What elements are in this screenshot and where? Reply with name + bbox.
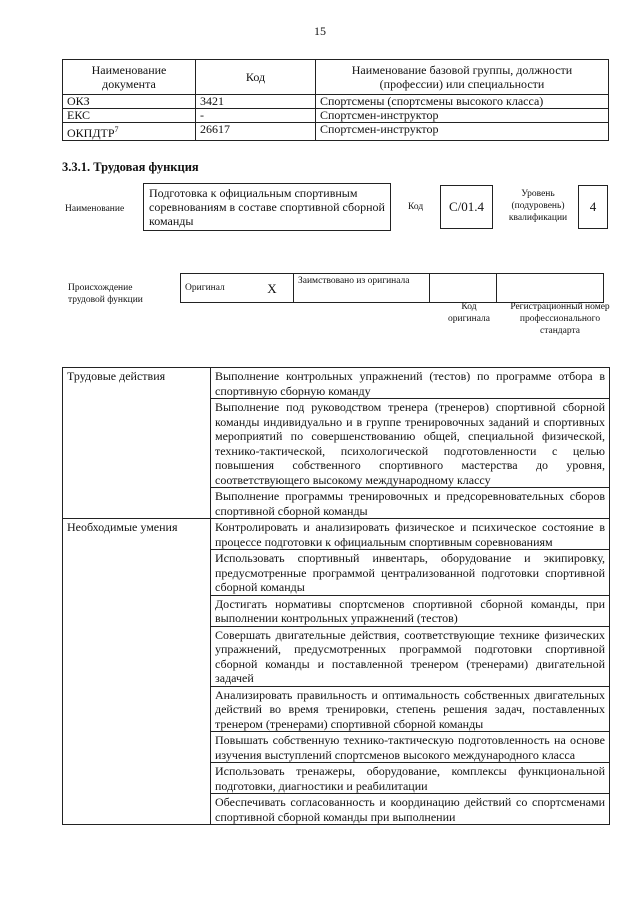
- page-number: 15: [314, 24, 326, 38]
- skill-item: Совершать двигательные действия, соответствующие технике физических упражнений, предусмотренных программой подготовки спортивной сборной команды и поставленной тренером (тренерами) двигательной задачей: [211, 626, 610, 686]
- origin-row: [181, 274, 604, 303]
- skill-item: Контролировать и анализировать физическое и психическое состояние в процессе подготовки к официальным спортивным соревнованиям: [211, 519, 610, 550]
- skill-item: Использовать тренажеры, оборудование, комплексы функциональной подготовки, диагностики и реабилитации: [211, 763, 610, 794]
- code-cell: 26617: [196, 123, 316, 141]
- labor-action-item: Выполнение программы тренировочных и предсоревновательных сборов спортивной сборной команды: [211, 488, 610, 519]
- skill-item: Обеспечивать согласованность и координацию действий со спортсменами спортивной сборной команды при выполнении: [211, 794, 610, 825]
- doc-cell: ОКПДТР$^7$: [63, 123, 196, 141]
- reg-number-caption: Регистрационный номер профессионального стандарта: [510, 302, 610, 336]
- header-code: Код: [196, 60, 316, 95]
- group-cell: Спортсмены (спортсмены высокого класса): [316, 95, 609, 109]
- table-row: [63, 368, 610, 399]
- original-mark: X: [251, 274, 294, 303]
- table-header-row: [63, 60, 609, 95]
- skill-item: Повышать собственную технико-тактическую подготовленность на основе изучения выступлений спортсменов высокого международного класса: [211, 732, 610, 763]
- original-cell: Оригинал: [181, 274, 252, 303]
- code-cell: 3421: [196, 95, 316, 109]
- group-cell: Спортсмен-инструктор: [316, 109, 609, 123]
- table-row: [63, 109, 609, 123]
- skill-item: Достигать нормативы спортсменов спортивной сборной команды, при выполнении контрольных упражнений (тестов): [211, 595, 610, 626]
- code-original-caption: Код оригинала: [448, 302, 490, 324]
- category-required-skills: Необходимые умения: [63, 519, 211, 825]
- base-group-table: [62, 59, 609, 141]
- level-label: Уровень (подуровень) квалификации: [508, 189, 568, 223]
- origin-label: Происхождение трудовой функции: [68, 283, 143, 305]
- labor-action-item: Выполнение контрольных упражнений (тестов) по программе отбора в спортивную сборную команду: [211, 368, 610, 399]
- header-group: Наименование базовой группы, должности (профессии) или специальности: [316, 60, 609, 95]
- function-details-table: [62, 367, 610, 825]
- origin-table: [180, 273, 604, 303]
- header-document: Наименование документа: [63, 60, 196, 95]
- level-box: 4: [578, 185, 608, 229]
- name-label: Наименование: [65, 204, 125, 214]
- reg-number-cell: [497, 274, 604, 303]
- function-name-box: Подготовка к официальным спортивным соревнованиям в составе спортивной сборной команды: [143, 183, 391, 231]
- code-cell: -: [196, 109, 316, 123]
- original-code-cell: [430, 274, 497, 303]
- section-title: 3.3.1. Трудовая функция: [62, 160, 199, 174]
- footnote-mark: 7: [114, 125, 119, 134]
- category-labor-actions: Трудовые действия: [63, 368, 211, 519]
- skill-item: Использовать спортивный инвентарь, оборудование и экипировку, предусмотренные программой централизованной подготовки спортивной сборной команды: [211, 550, 610, 596]
- borrowed-cell: Заимствовано из оригинала: [294, 274, 430, 303]
- code-label: Код: [408, 202, 424, 212]
- table-row: [63, 519, 610, 550]
- doc-cell: ЕКС: [63, 109, 196, 123]
- skill-item: Анализировать правильность и оптимальность собственных двигательных действий во время тренировки, степень решения задач, поставленных тренером (тренерами) спортивной сборной команды: [211, 686, 610, 732]
- group-cell: Спортсмен-инструктор: [316, 123, 609, 141]
- labor-action-item: Выполнение под руководством тренера (тренеров) спортивной сборной команды индивидуально и в группе тренировочных заданий и спортивных мероприятий по совершенствованию общей, специальной физической, технико-тактической, психологической подготовленности с целью повышения собственного спортивного мастерства до уровня, соответствующего высокому международному классу: [211, 399, 610, 488]
- table-row: [63, 95, 609, 109]
- function-code-box: C/01.4: [440, 185, 493, 229]
- doc-cell: ОКЗ: [63, 95, 196, 109]
- table-row: [63, 123, 609, 141]
